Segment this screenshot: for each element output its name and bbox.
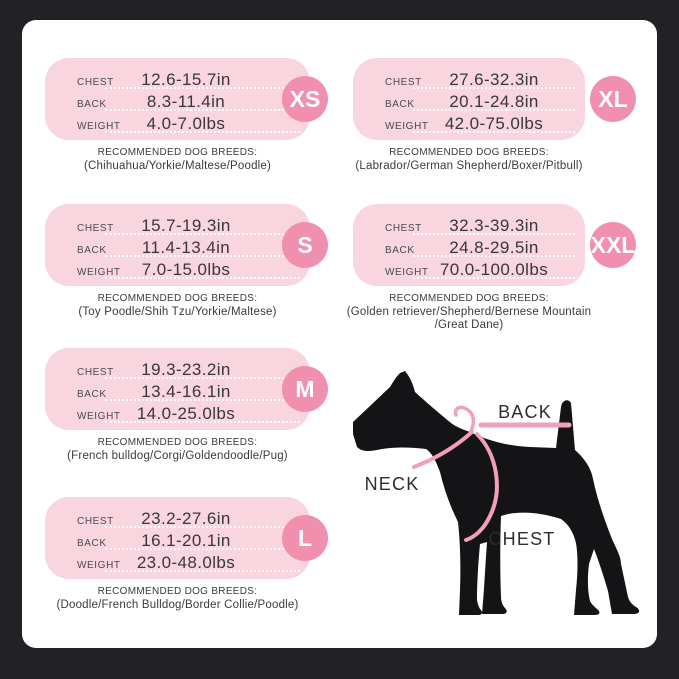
back-value: 16.1-20.1in — [141, 531, 231, 550]
back-label: BACK — [77, 538, 107, 549]
chest-label: CHEST — [77, 367, 114, 378]
chest-value: 19.3-23.2in — [141, 360, 231, 379]
weight-label: WEIGHT — [77, 267, 121, 278]
chest-label: CHEST — [77, 516, 114, 527]
recommended-breeds-xxl — [318, 293, 620, 332]
chest-value: 27.6-32.3in — [449, 70, 539, 89]
breeds-heading: RECOMMENDED DOG BREEDS: — [97, 293, 258, 304]
weight-label: WEIGHT — [77, 560, 121, 571]
size-chart-panel — [22, 20, 657, 648]
size-group-m — [45, 348, 315, 463]
measurement-row-back — [383, 91, 577, 113]
recommended-breeds-xl — [318, 147, 620, 173]
recommended-breeds-m — [10, 437, 345, 463]
measurement-row-weight — [75, 259, 302, 281]
chest-measure-label: CHEST — [488, 529, 556, 549]
back-value: 8.3-11.4in — [146, 92, 226, 111]
chest-label: CHEST — [77, 77, 114, 88]
size-card-m — [45, 348, 315, 430]
size-group-s — [45, 204, 313, 319]
size-group-xxl — [346, 204, 636, 332]
measurement-row-weight — [383, 113, 577, 135]
measurement-row-back — [75, 381, 302, 403]
weight-value: 23.0-48.0lbs — [136, 553, 236, 572]
weight-label: WEIGHT — [77, 121, 121, 132]
breeds-heading: RECOMMENDED DOG BREEDS: — [97, 147, 258, 158]
breeds-list: (French bulldog/Corgi/Goldendoodle/Pug) — [67, 450, 288, 462]
weight-label: WEIGHT — [385, 121, 429, 132]
chest-value: 12.6-15.7in — [141, 70, 231, 89]
weight-value: 14.0-25.0lbs — [136, 404, 236, 423]
back-value: 13.4-16.1in — [141, 382, 231, 401]
size-group-xs — [45, 58, 321, 173]
breeds-heading: RECOMMENDED DOG BREEDS: — [389, 147, 549, 158]
back-label: BACK — [77, 245, 107, 256]
measurement-row-weight — [75, 552, 302, 574]
chest-value: 32.3-39.3in — [449, 216, 539, 235]
size-badge-xs: XS — [282, 76, 328, 122]
size-card-xl — [353, 58, 628, 140]
back-label: BACK — [77, 99, 107, 110]
breeds-list: (Toy Poodle/Shih Tzu/Yorkie/Maltese) — [78, 306, 277, 318]
measurement-row-chest — [75, 215, 302, 237]
recommended-breeds-xs — [10, 147, 345, 173]
breeds-list: (Labrador/German Shepherd/Boxer/Pitbull) — [355, 160, 583, 172]
size-group-l — [45, 497, 313, 612]
weight-value: 42.0-75.0lbs — [444, 114, 544, 133]
weight-value: 7.0-15.0lbs — [141, 260, 231, 279]
size-badge-xl: XL — [590, 76, 636, 122]
chest-label: CHEST — [385, 223, 422, 234]
back-measure-label: BACK — [498, 402, 552, 422]
dog-measurement-diagram — [340, 350, 660, 650]
size-badge-s: S — [282, 222, 328, 268]
size-badge-l: L — [282, 515, 328, 561]
measurement-row-chest — [75, 69, 302, 91]
breeds-heading: RECOMMENDED DOG BREEDS: — [97, 586, 258, 597]
measurement-row-chest — [75, 508, 302, 530]
measurement-row-back — [75, 91, 302, 113]
size-card-s — [45, 204, 313, 286]
weight-value: 4.0-7.0lbs — [146, 114, 226, 133]
back-label: BACK — [385, 245, 415, 256]
weight-label: WEIGHT — [77, 411, 121, 422]
breeds-list: (Doodle/French Bulldog/Border Collie/Poodle) — [56, 599, 299, 611]
chest-value: 15.7-19.3in — [141, 216, 231, 235]
breeds-heading: RECOMMENDED DOG BREEDS: — [97, 437, 258, 448]
measurement-row-chest — [383, 69, 577, 91]
recommended-breeds-s — [10, 293, 345, 319]
measurement-row-weight — [383, 259, 577, 281]
breeds-heading: RECOMMENDED DOG BREEDS: — [389, 293, 549, 304]
measurement-row-weight — [75, 113, 302, 135]
size-group-xl — [353, 58, 628, 173]
measurement-row-chest — [383, 215, 577, 237]
measurement-row-back — [75, 530, 302, 552]
weight-label: WEIGHT — [385, 267, 429, 278]
size-badge-xxl: XXL — [590, 222, 636, 268]
measurement-row-chest — [75, 359, 302, 381]
chest-label: CHEST — [77, 223, 114, 234]
size-card-xs — [45, 58, 321, 140]
measurement-row-weight — [75, 403, 302, 425]
size-card-xxl — [353, 204, 636, 286]
breeds-list: (Chihuahua/Yorkie/Maltese/Poodle) — [83, 160, 272, 172]
size-badge-m: M — [282, 366, 328, 412]
breeds-list-cont: /Great Dane) — [434, 319, 504, 331]
recommended-breeds-l — [10, 586, 345, 612]
weight-value: 70.0-100.0lbs — [439, 260, 549, 279]
back-label: BACK — [385, 99, 415, 110]
breeds-list: (Golden retriever/Shepherd/Bernese Mountain — [346, 306, 592, 318]
measurement-row-back — [383, 237, 577, 259]
back-label: BACK — [77, 389, 107, 400]
back-value: 20.1-24.8in — [449, 92, 539, 111]
back-value: 24.8-29.5in — [449, 238, 539, 257]
chest-label: CHEST — [385, 77, 422, 88]
back-value: 11.4-13.4in — [141, 238, 231, 257]
size-card-l — [45, 497, 313, 579]
chest-value: 23.2-27.6in — [141, 509, 231, 528]
measurement-row-back — [75, 237, 302, 259]
neck-measure-label: NECK — [364, 474, 420, 494]
